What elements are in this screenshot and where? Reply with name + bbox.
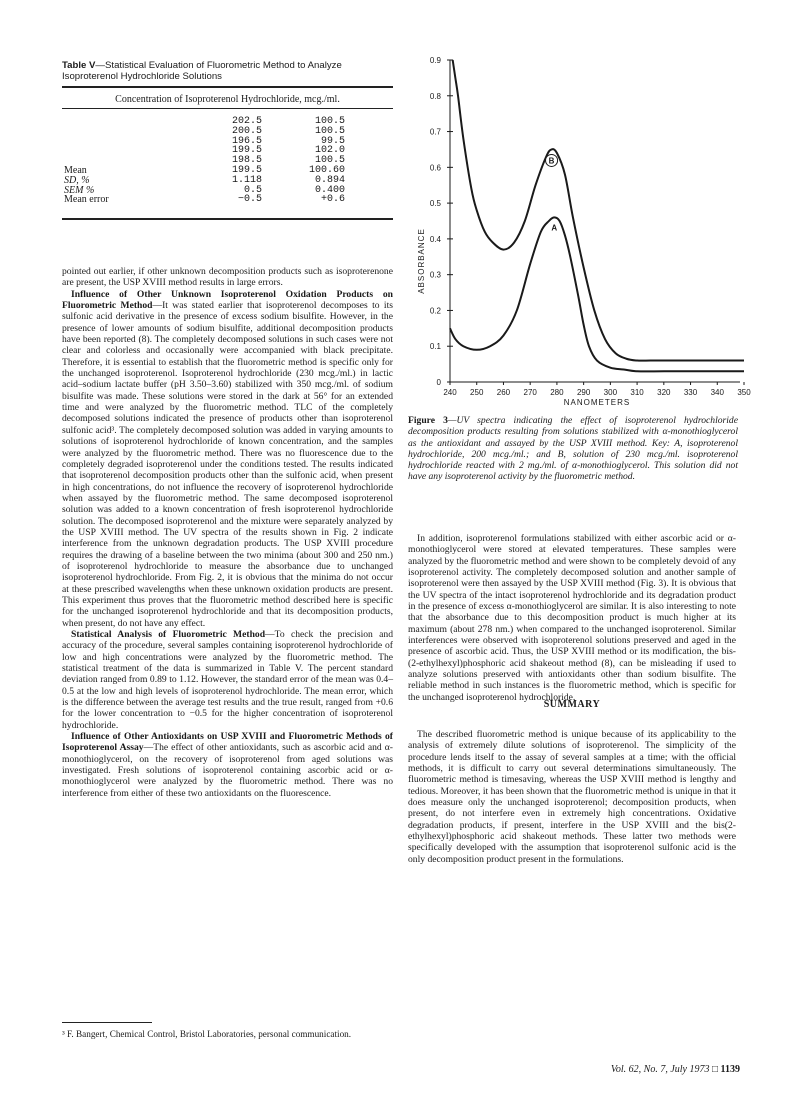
paragraph-text: —The effect of other antioxidants, such as ascorbic acid and α-monothioglycerol, on the recovery of isoproterenol from aged solutions was investigated. Fresh solutions of isoproterenol containing ascorbic acid or α-monothioglycerol were analyzed by the fluorometric method. There was no interference from either of these two antioxidants on the fluorescence. [62,742,393,799]
y-tick-label: 0.1 [429,342,441,352]
paragraph-text: —To check the precision and accuracy of the procedure, several samples containing isoproterenol hydrochloride of low and high concentrations were analyzed by the fluorometric method. The statistical treatment of the data is summarized in Table V. The percent standard deviation ranged from 0.89 to 1.12. However, the standard error of the mean was 0.4–0.5 at the low and high levels of isoproterenol hydrochloride. The mean error, which is the difference between the average test results and the true result, ranged from +0.6 for the lower concentration to −0.5 for the higher concentration of isoproterenol hydrochloride. [62,629,394,731]
table-cell-col2: 99.5 [320,135,345,147]
run-in-heading: Statistical Analysis of Fluorometric Method [71,629,266,640]
x-tick-label: 330 [683,388,698,397]
y-tick-label: 0.4 [429,234,441,244]
figure-label: Figure 3 [408,415,448,426]
footnote-rule [62,1022,152,1023]
series-label-b: B [548,156,555,166]
series-line-a [450,217,744,371]
x-axis-label: NANOMETERS [563,398,631,407]
summary-section [408,729,736,865]
table-label: Table V [62,60,96,71]
table-header-rule [62,108,393,109]
y-tick-label: 0.3 [429,270,441,280]
paragraph-text: —It was stated earlier that isoproterenol decomposes to its sulfonic acid derivative in the presence of excess sodium bisulfite. However, in the presence of lower amounts of sodium bisulfite, additional decomposition products have been reported (8). The completely decomposed solutions in such cases were not clear and colorless and occasionally were accompanied with black precipitate. Therefore, it is essential to establish that the fluorometric method is specific only for the unchanged isoproterenol. Isoproterenol hydrochloride (230 mcg./ml.) in lactic acid–sodium lactate buffer (pH 3.50–3.60) stabilized with 350 mcg./ml. of sodium bisulfite was made. These solutions were stored in the dark at 56° for an extended time and were analyzed by the fluorometric method. TLC of the completely decomposed solutions indicated the presence of products other than isoproterenol sulfonic acid³. The completely decomposed solution was added in varying amounts to solutions of isoproterenol hydrochloride of known concentration, and the samples were analyzed by the fluorometric method. There was no fluorescence due to the completely degraded isoproterenol under the conditions tested. The results indicated that isoproterenol decomposition products other than the sulfonic acid, when present in high concentrations, do not influence the recovery of isoproterenol hydrochloride when assayed by the fluorometric method. The same decomposed isoproterenol solution was added to a known concentration of fresh isoproterenol hydrochloride solution. The decomposed isoproterenol and the mixture were separately analyzed by the USP XVIII method. The UV spectra of the results shown in Fig. 2 indicate interference from the unknown degradation products. The USP XVIII procedure requires the drawing of a baseline between the two minima (about 300 and 250 nm.) of isoproterenol hydrochloride to measure the absorbance due to unchanged isoproterenol hydrochloride. From Fig. 2, it is obvious that the minima do not occur at these prescribed wavelengths when these unknown oxidation products are present. This experiment thus proves that the fluorometric method described here is specific for the unchanged isoproterenol hydrochloride and that its decomposition products, when present, do not have any effect. [62,300,393,629]
y-tick-label: 0.2 [429,306,441,316]
table-cell-col2: 100.5 [314,155,345,167]
run-in-heading: Influence of Other Antioxidants on USP XVIII and Fluorometric Methods of Isoproterenol Assay [62,731,393,754]
table-title [62,60,393,82]
table-bottom-rule [62,218,393,220]
footnote: ³ F. Bangert, Chemical Control, Bristol Laboratories, personal communication. [62,1029,352,1039]
table-cell-col1: 198.5 [231,155,262,167]
page-number: 1139 [720,1064,740,1075]
x-tick-label: 290 [576,388,591,397]
table-cell-col1: 200.5 [231,125,262,137]
x-tick-label: 260 [496,388,511,397]
y-tick-label: 0.7 [429,127,441,137]
journal-citation: Vol. 62, No. 7, July 1973 [610,1064,710,1075]
x-tick-label: 270 [523,388,537,397]
table-cell-col1: 199.5 [231,165,262,176]
table-cell-col1: 1.118 [231,174,262,186]
table-row-label: Mean [64,165,87,176]
summary-heading: SUMMARY [543,699,601,710]
table-cell-col1: 202.5 [231,116,262,127]
x-tick-label: 350 [737,388,751,397]
table-title-text: —Statistical Evaluation of Fluorometric Method to Analyze Isoproterenol Hydrochloride Solutions [62,60,342,82]
table-cell-col2: 0.400 [314,184,345,196]
table-top-rule [62,86,393,88]
right-column [408,533,736,703]
table-row-label: Mean error [64,194,109,206]
table-cell-col2: 100.5 [314,125,345,137]
summary-paragraph: The described fluorometric method is unique because of its applicability to the analysis of extremely dilute solutions of isoproterenol. The simplicity of the procedure lends itself to the assay of several samples at a time; with the official methods, it is difficult to carry out several determinations simultaneously. The fluorometric method is timesaving, whereas the USP XVIII method is lengthy and tedious. Moreover, it has been shown that the fluorometric method is unique in that it does measure only the unchanged isoproterenol; decomposition products, when present, do not interfere even in extremely high concentrations. Oxidative degradation products, if present, interfere in the USP XVIII and the bis(2-ethylhexyl)phosphoric acid shakeout methods. These latter two methods were specifically developed with the assumption that isoproterenol sulfonic acid is the only decomposition product present in the formulations. [408,729,736,865]
uv-spectra-chart [404,48,751,418]
figure-caption [408,415,738,483]
x-tick-label: 300 [603,388,618,397]
y-tick-label: 0.5 [429,199,441,209]
left-column [62,266,393,799]
table-row-label: SEM % [64,184,95,196]
series-label-a: A [551,223,558,233]
paragraph [62,629,393,731]
table-cell-col2: +0.6 [320,194,345,206]
y-tick-label: 0.6 [429,163,441,173]
figure-caption-text: —UV spectra indicating the effect of isoproterenol hydrochloride decomposition products resulting from solutions stabilized with α-monothioglycerol as the antioxidant and assayed by the USP XVIII method. Key: A, isoproterenol hydrochloride, 200 mcg./ml.; and B, solution of 230 mcg./ml. isoproterenol hydrochloride reacted with 2 mg./ml. of α-monothioglycerol. This solution did not have any isoproterenol activity by the fluorometric method. [408,415,738,483]
table-cell-col1: 196.5 [231,135,262,147]
table-cell-col2: 0.894 [314,174,345,186]
table-row-label: SD, % [64,174,90,186]
paragraph [62,731,393,799]
figure-3 [404,48,751,418]
y-tick-label: 0 [436,378,441,387]
page-footer: Vol. 62, No. 7, July 1973 □ 1139 [610,1064,740,1075]
paragraph: In addition, isoproterenol formulations stabilized with either ascorbic acid or α-monothioglycerol were stored at elevated temperatures. These samples were analyzed by the fluorometric method and were shown to be completely devoid of any isoproterenol activity. The completely decomposed solution and another sample of isoproterenol were then assayed by the USP XVIII method (Fig. 3). It is obvious that the UV spectra of the intact isoproterenol hydrochloride and its degradation product in the presence of excess α-monothioglycerol are similar. It is also interesting to note that the absorbance due to this decomposition product is much higher at its maximum (about 278 nm.) when compared to the unchanged isoproterenol. Similar interferences were observed with isoproterenol solutions preserved and aged in the presence of ascorbic acid. Thus, the USP XVIII method or its modification, the bis-(2-ethylhexyl)phosphoric acid shakeout method (8), can be misleading if used to analyze solutions preserved with antioxidants other than sodium bisulfite. The reliable method in such instances is the fluorometric method, which is specific for the unchanged isoproterenol hydrochloride. [408,533,736,703]
table-cell-col2: 100.60 [308,165,345,176]
paragraph [62,289,393,629]
x-tick-label: 240 [443,388,457,397]
x-tick-label: 320 [657,388,671,397]
y-tick-label: 0.9 [429,56,441,65]
table-cell-col1: 0.5 [243,184,262,196]
x-tick-label: 250 [470,388,484,397]
x-tick-label: 310 [630,388,644,397]
table-column-heading: Concentration of Isoproterenol Hydrochloride, mcg./ml. [115,94,340,105]
series-line-b [453,60,744,361]
y-tick-label: 0.8 [429,91,441,101]
table-cell-col2: 100.5 [314,116,345,127]
x-tick-label: 280 [550,388,564,397]
y-axis-label: ABSORBANCE [417,228,426,294]
paragraph: pointed out earlier, if other unknown decomposition products such as isoproterenone are present, the USP XVIII method results in large errors. [62,266,393,289]
table-cell-col1: −0.5 [237,194,262,206]
table-cell-col2: 102.0 [314,145,345,157]
x-tick-label: 340 [710,388,724,397]
run-in-heading: Influence of Other Unknown Isoproterenol Oxidation Products on Fluorometric Method [62,288,393,312]
table-cell-col1: 199.5 [231,145,262,157]
